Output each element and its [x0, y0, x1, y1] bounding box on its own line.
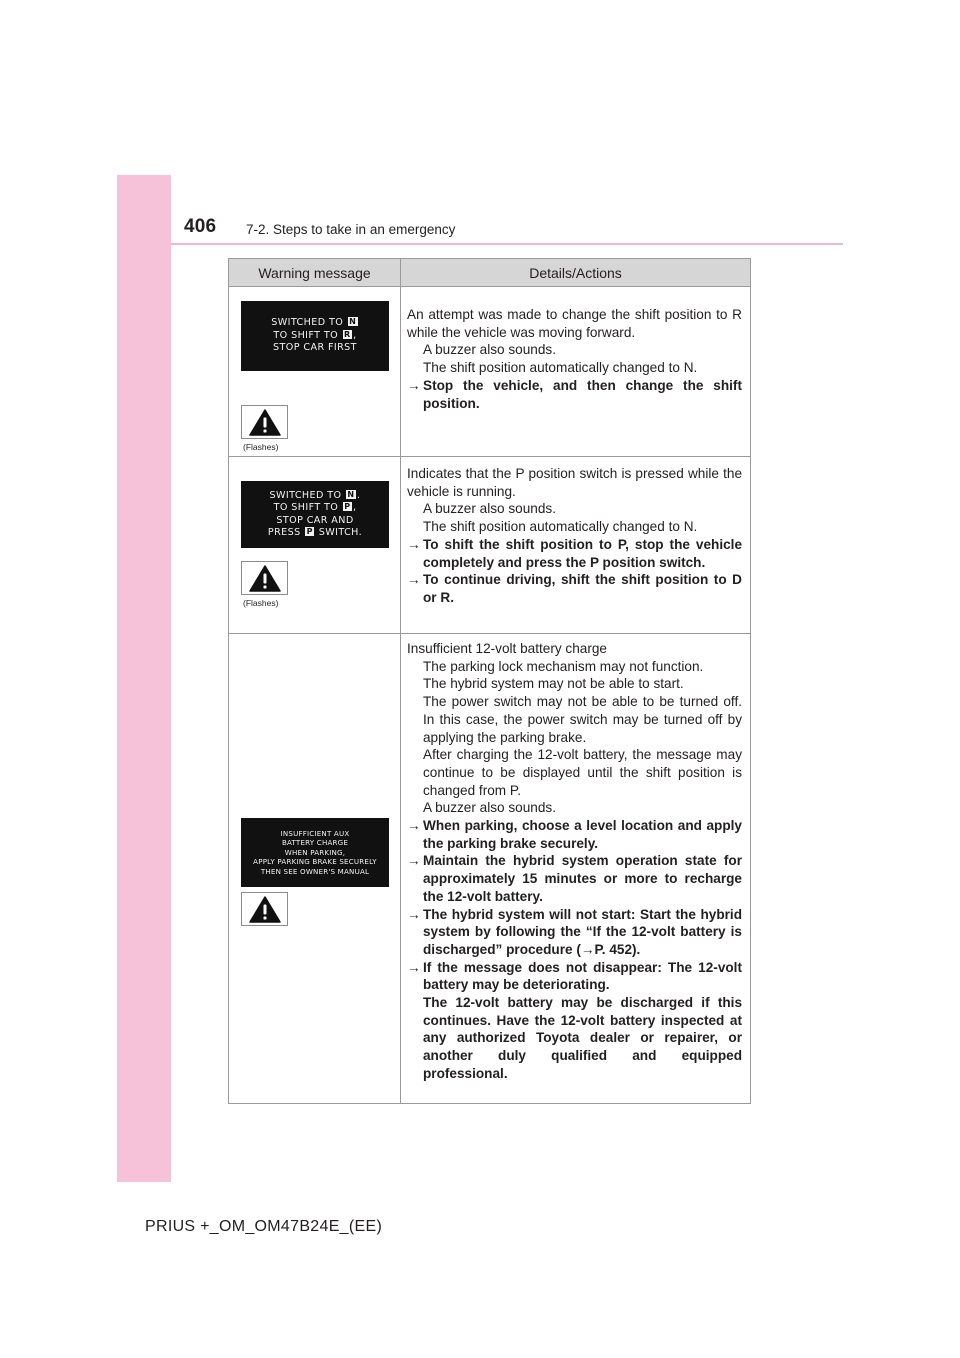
shift-p-indicator: P: [344, 502, 351, 511]
flashes-note: (Flashes): [243, 442, 279, 452]
display-line: STOP CAR AND: [276, 514, 354, 526]
action-item: → To shift the shift position to P, stop the vehicle completely and press the P position switch.: [407, 536, 742, 570]
display-line: THEN SEE OWNER'S MANUAL: [260, 866, 370, 876]
warning-light-box: [241, 892, 288, 926]
arrow-icon: →: [407, 377, 421, 393]
display-line: TO SHIFT TO R ,: [273, 329, 357, 341]
display-line: BATTERY CHARGE: [281, 838, 349, 848]
shift-n-indicator: N: [349, 317, 357, 327]
display-line: PRESS P SWITCH.: [267, 527, 363, 538]
display-line: SWITCHED TO N: [271, 317, 357, 329]
action-item: → Stop the vehicle, and then change the shift position.: [407, 377, 742, 411]
display-line: STOP CAR FIRST: [273, 342, 357, 354]
detail-text: The shift position automatically changed to N.: [423, 360, 698, 376]
section-title: 7-2. Steps to take in an emergency: [246, 222, 456, 237]
warning-image-cell: [229, 634, 401, 1104]
detail-text: After charging the 12-volt battery, the message may continue to be displayed until the shift position is changed from P.: [423, 747, 742, 798]
details-cell: [401, 634, 751, 1104]
detail-title: Insufficient 12-volt battery charge: [407, 641, 607, 656]
warning-image-cell: [229, 287, 401, 457]
table-row: [229, 287, 751, 457]
action-item: → To continue driving, shift the shift position to D or R.: [407, 572, 742, 605]
details-cell: [401, 287, 751, 457]
p-switch-indicator: P: [306, 527, 313, 536]
warning-triangle-icon: [249, 565, 281, 592]
warning-light-box: [241, 405, 288, 439]
multi-info-display-message: [241, 301, 389, 371]
warning-message-table: [228, 258, 751, 1104]
arrow-icon: →: [407, 959, 421, 975]
multi-info-display-message: [241, 818, 389, 887]
action-item: → When parking, choose a level location and apply the parking brake securely.: [407, 818, 742, 851]
table-header-row: [229, 259, 751, 287]
chapter-side-band: [117, 175, 171, 1182]
table-row: [229, 457, 751, 634]
detail-text: Indicates that the P position switch is pressed while the vehicle is running.: [407, 466, 742, 499]
display-line: APPLY PARKING BRAKE SECURELY: [253, 857, 377, 867]
detail-text: A buzzer also sounds.: [423, 342, 556, 358]
detail-text: The power switch may not be able to be turned off. In this case, the power switch may be turned off by applying the parking brake.: [423, 694, 742, 745]
warning-triangle-icon: [249, 409, 281, 436]
action-item: → If the message does not disappear: The 12-volt battery may be deteriorating.: [407, 959, 742, 993]
action-item: → The hybrid system will not start: Start the hybrid system by following the “If the 12-volt battery is discharged” procedure (→P. 452).: [407, 906, 742, 957]
display-line: INSUFFICIENT AUX: [280, 828, 350, 838]
table-row: [229, 634, 751, 1104]
column-header-warning: Warning message: [229, 259, 401, 287]
details-cell: [401, 457, 751, 634]
document-code: PRIUS +_OM_OM47B24E_(EE): [145, 1218, 383, 1235]
warning-triangle-icon: [249, 896, 281, 923]
detail-text: The hybrid system may not be able to start.: [423, 676, 684, 692]
arrow-icon: →: [407, 906, 421, 922]
shift-n-indicator: N: [347, 489, 355, 499]
display-line: TO SHIFT TO P ,: [273, 502, 357, 513]
page-number: 406: [184, 216, 217, 237]
multi-info-display-message: [241, 481, 389, 548]
column-header-details: Details/Actions: [401, 259, 751, 287]
arrow-icon: →: [407, 536, 421, 552]
detail-text: The parking lock mechanism may not function.: [423, 658, 704, 674]
detail-text: An attempt was made to change the shift position to R while the vehicle was moving forward.: [407, 307, 742, 340]
display-line: WHEN PARKING,: [284, 847, 346, 857]
flashes-note: (Flashes): [243, 598, 279, 608]
shift-r-indicator: R: [344, 329, 351, 339]
warning-image-cell: [229, 457, 401, 634]
header-divider: [171, 243, 843, 245]
arrow-icon: →: [407, 818, 421, 834]
display-line: SWITCHED TO N .: [269, 489, 361, 501]
detail-text: The shift position automatically changed to N.: [423, 519, 698, 535]
detail-text: A buzzer also sounds.: [423, 800, 556, 816]
arrow-icon: →: [407, 572, 421, 588]
warning-light-box: [241, 561, 288, 595]
detail-text: A buzzer also sounds.: [423, 501, 556, 517]
action-continuation: The 12-volt battery may be discharged if this continues. Have the 12-volt battery inspected at any authorized Toyota dealer or repairer, or another duly qualified and equipped professional.: [423, 995, 742, 1081]
action-item: → Maintain the hybrid system operation state for approximately 15 minutes or more to recharge the 12-volt battery.: [407, 853, 742, 904]
arrow-icon: →: [407, 853, 421, 869]
